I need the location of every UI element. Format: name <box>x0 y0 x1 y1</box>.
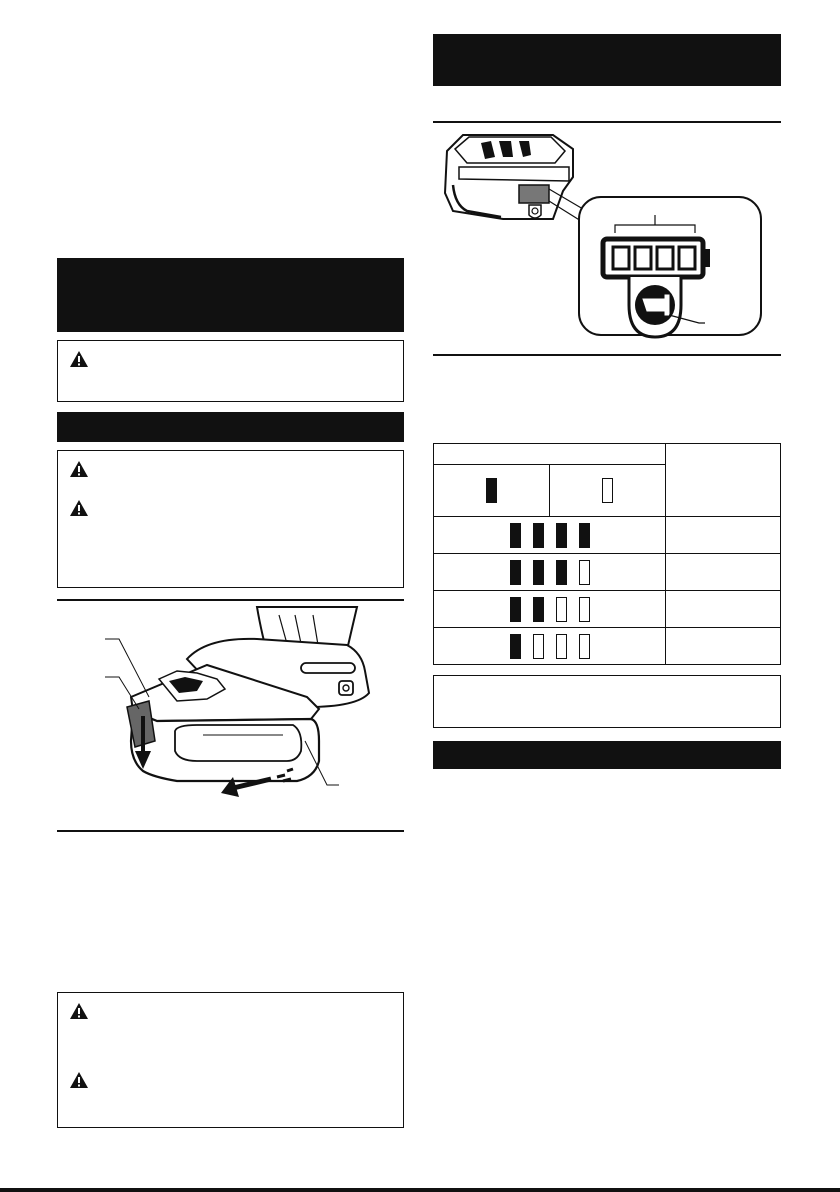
lamp-lit-icon <box>510 634 521 659</box>
note-box <box>433 675 781 728</box>
lamp-lit-icon <box>510 560 521 585</box>
capacity-label <box>666 591 781 628</box>
section-header-1 <box>57 258 404 332</box>
lamp-lit-icon <box>556 560 567 585</box>
lamp-group <box>434 554 666 591</box>
page-bottom-rule <box>0 1188 840 1192</box>
lamp-lit-icon <box>533 523 544 548</box>
section-header-right-2 <box>433 741 781 769</box>
lamp-off-icon <box>579 560 590 585</box>
lamp-lit-icon <box>533 597 544 622</box>
lamp-group <box>434 591 666 628</box>
lamp-off-icon <box>556 597 567 622</box>
lamp-lit-icon <box>533 560 544 585</box>
capacity-label <box>666 554 781 591</box>
figure-battery-indicator <box>433 121 781 356</box>
lamp-off-icon <box>602 478 613 503</box>
lamp-off-icon <box>579 597 590 622</box>
warning-triangle-icon <box>69 1071 89 1089</box>
legend-off <box>550 465 666 517</box>
lamp-lit-icon <box>486 478 497 503</box>
lamp-off-icon <box>556 634 567 659</box>
table-row <box>434 517 781 554</box>
legend-lit <box>434 465 550 517</box>
table-header-capacity <box>666 444 781 517</box>
caution-box-3 <box>57 992 404 1128</box>
lamp-group <box>434 517 666 554</box>
lamp-off-icon <box>533 634 544 659</box>
warning-triangle-icon <box>69 460 89 478</box>
warning-triangle-icon <box>69 350 89 368</box>
section-header-2 <box>57 412 404 442</box>
lamp-lit-icon <box>510 597 521 622</box>
lamp-lit-icon <box>510 523 521 548</box>
capacity-label <box>666 628 781 665</box>
table-header-lamps <box>434 444 666 465</box>
section-header-right-1 <box>433 34 781 86</box>
caution-box-1 <box>57 340 404 402</box>
figure-battery-removal <box>57 599 404 832</box>
lamp-off-icon <box>579 634 590 659</box>
warning-triangle-icon <box>69 1002 89 1020</box>
lamp-lit-icon <box>579 523 590 548</box>
battery-indicator-illustration <box>433 123 779 354</box>
indicator-table <box>433 443 781 665</box>
lamp-group <box>434 628 666 665</box>
caution-box-2 <box>57 450 404 588</box>
table-row <box>434 591 781 628</box>
table-row <box>434 554 781 591</box>
lamp-lit-icon <box>556 523 567 548</box>
table-row <box>434 628 781 665</box>
warning-triangle-icon <box>69 499 89 517</box>
capacity-label <box>666 517 781 554</box>
battery-removal-illustration <box>57 601 402 830</box>
